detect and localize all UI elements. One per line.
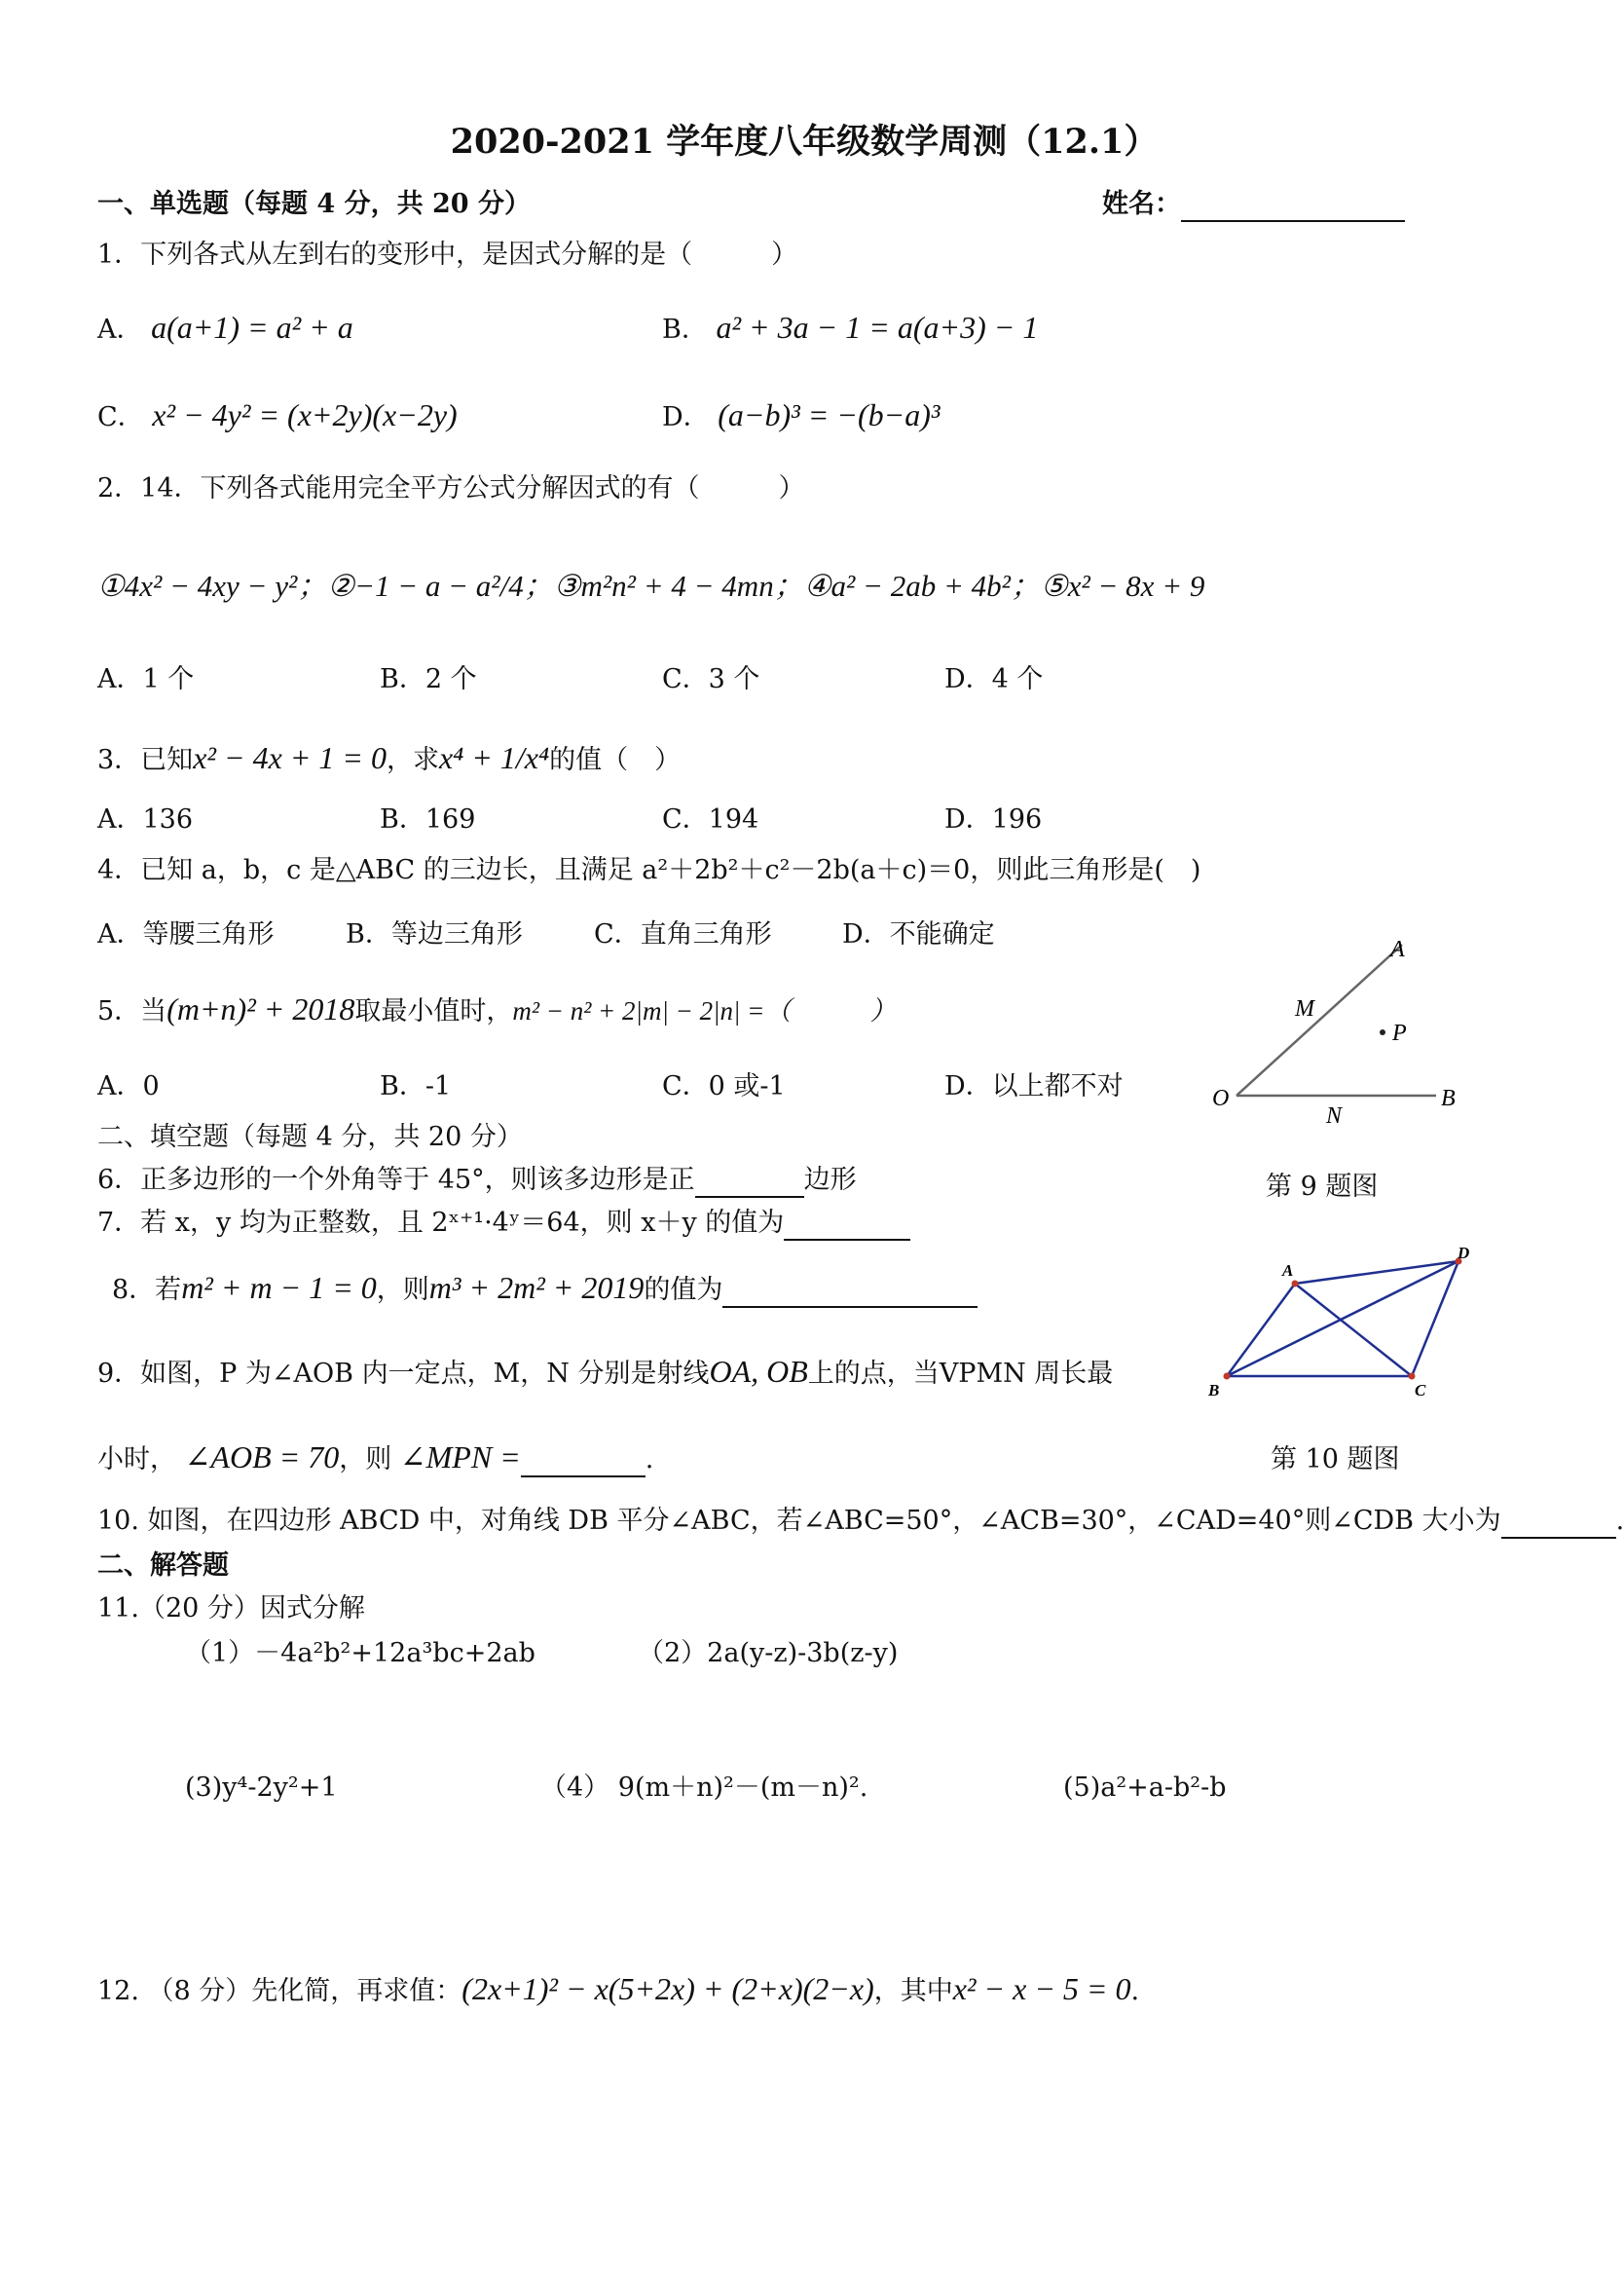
q5-expression: m² − n² + 2|m| − 2|n| =（ ） <box>512 996 897 1026</box>
q11-part-2: （2）2a(y-z)-3b(z-y) <box>638 1638 899 1668</box>
q1-b-expr: a² + 3a − 1 = a(a+3) − 1 <box>716 310 1039 345</box>
label-b: B <box>1208 1381 1220 1399</box>
q7-blank <box>784 1212 910 1241</box>
q5-stem-b: 取最小值时， <box>354 996 513 1026</box>
q9-text-c: 小时， <box>97 1444 176 1474</box>
name-label-text: 姓名： <box>1102 189 1181 219</box>
q3-equation: x² − 4x + 1 = 0 <box>193 740 387 775</box>
ray-oa <box>1236 945 1402 1096</box>
q12-condition: x² − x − 5 = 0 <box>952 1971 1131 2006</box>
q5-option-c: C．0 或-1 <box>662 1071 786 1101</box>
q9-rays: OA, OB <box>709 1354 808 1389</box>
section-fill-blank: 二、填空题（每题 4 分，共 20 分） <box>97 1122 523 1152</box>
q3-stem-a: 3．已知 <box>97 745 194 775</box>
q5-stem <box>97 991 896 1029</box>
q1-a-label: A． <box>97 315 143 345</box>
q1-stem: 1．下列各式从左到右的变形中，是因式分解的是（ ） <box>97 240 798 270</box>
q2-items: ①4x² − 4xy − y²；②−1 − a − a²/4；③m²n² + 4 − 4mn；④a² − 2ab + 4b²；⑤x² − 8x + 9 <box>97 569 1205 603</box>
q10-blank <box>1501 1510 1616 1539</box>
q1-c-label: C． <box>97 402 144 432</box>
figure-10-caption: 第 10 题图 <box>1271 1444 1400 1474</box>
q12 <box>97 1971 1139 2009</box>
label-p: P <box>1392 1021 1407 1046</box>
q4-option-a: A．等腰三角形 <box>97 919 275 950</box>
q10 <box>97 1504 1624 1539</box>
q9-text-a: 9．如图，P 为∠AOB 内一定点，M，N 分别是射线 <box>97 1359 710 1389</box>
q12-text-b: ，其中 <box>873 1976 953 2006</box>
q9-text-e: . <box>645 1444 654 1474</box>
q6-blank <box>695 1169 804 1198</box>
figure-9 <box>1198 930 1480 1129</box>
q4-stem: 4．已知 a，b，c 是△ABC 的三边长，且满足 a²＋2b²＋c²－2b(a＋c)＝0，则此三角形是( ) <box>97 855 1201 885</box>
q5-option-d: D．以上都不对 <box>944 1071 1124 1101</box>
q3-expression: x⁴ + 1/x⁴ <box>438 740 550 775</box>
q12-text-c: . <box>1130 1976 1140 2006</box>
q8-blank <box>722 1277 978 1308</box>
diagonal-ac <box>1295 1284 1412 1376</box>
q10-text-b: . <box>1615 1506 1624 1536</box>
side-dc <box>1412 1261 1458 1376</box>
q9-line2 <box>97 1439 653 1477</box>
label-d: D <box>1458 1244 1470 1262</box>
section-solve: 二、解答题 <box>97 1550 229 1581</box>
q1-b-label: B． <box>662 315 708 345</box>
q5-option-a: A．0 <box>97 1071 160 1101</box>
q3-stem <box>97 740 681 778</box>
q4-option-c: C．直角三角形 <box>594 919 772 950</box>
figure-10-shape <box>1227 1261 1458 1376</box>
q1-d-label: D． <box>662 402 710 432</box>
point-a <box>1292 1281 1299 1287</box>
q6-text-a: 6．正多边形的一个外角等于 45°，则该多边形是正 <box>97 1165 695 1195</box>
q3-stem-c: 的值（ ） <box>549 745 682 775</box>
label-a: A <box>1390 937 1405 962</box>
diagonal-bd <box>1227 1261 1458 1376</box>
figure-10 <box>1202 1245 1475 1400</box>
q1-d-expr: (a−b)³ = −(b−a)³ <box>718 397 941 432</box>
q1-a-expr: a(a+1) = a² + a <box>151 310 353 345</box>
q1-option-c <box>97 397 458 435</box>
q8 <box>112 1270 978 1308</box>
q9-text-b: 上的点，当VPMN 周长最 <box>807 1359 1114 1389</box>
q8-text-c: 的值为 <box>644 1275 723 1305</box>
q9-text-d: ，则 <box>339 1444 392 1474</box>
label-b: B <box>1441 1086 1456 1111</box>
q11-part-1: （1）－4a²b²+12a³bc+2ab <box>185 1638 535 1668</box>
label-m: M <box>1295 996 1314 1022</box>
q1-option-a <box>97 310 353 348</box>
q12-expression: (2x+1)² − x(5+2x) + (2+x)(2−x) <box>461 1971 874 2006</box>
label-n: N <box>1326 1103 1343 1129</box>
q11-part-3: (3)y⁴-2y²+1 <box>185 1772 338 1803</box>
q2-option-d: D．4 个 <box>944 664 1044 694</box>
q3-option-d: D．196 <box>944 804 1043 835</box>
q8-equation: m² + m − 1 = 0 <box>181 1270 377 1305</box>
q3-option-b: B．169 <box>380 804 476 835</box>
q8-text-b: ，则 <box>376 1275 429 1305</box>
q5-condition: (m+n)² + 2018 <box>166 991 355 1026</box>
q10-text-a: 10. 如图，在四边形 ABCD 中，对角线 DB 平分∠ABC，若∠ABC=50°，∠ACB=30°，∠CAD=40°则∠CDB 大小为 <box>97 1506 1501 1536</box>
q9-angle: ∠AOB = 70 <box>184 1439 340 1474</box>
q6 <box>97 1163 857 1198</box>
q1-option-d <box>662 397 940 435</box>
q9-ask: ∠MPN = <box>399 1439 521 1474</box>
point-b <box>1224 1373 1231 1380</box>
q9-line1 <box>97 1354 1113 1392</box>
q2-option-b: B．2 个 <box>380 664 477 694</box>
q8-expression: m³ + 2m² + 2019 <box>428 1270 645 1305</box>
q3-option-a: A．136 <box>97 804 194 835</box>
side-ba <box>1227 1284 1295 1376</box>
label-a: A <box>1282 1261 1294 1280</box>
q4-option-b: B．等边三角形 <box>346 919 523 950</box>
q5-option-b: B．-1 <box>380 1071 452 1101</box>
q9-blank <box>521 1448 646 1477</box>
name-label <box>1102 187 1405 222</box>
q11-stem: 11.（20 分）因式分解 <box>97 1593 365 1623</box>
figure-9-caption: 第 9 题图 <box>1266 1172 1379 1202</box>
q1-c-expr: x² − 4y² = (x+2y)(x−2y) <box>152 397 458 432</box>
q5-stem-a: 5．当 <box>97 996 167 1026</box>
page-title: 2020-2021 学年度八年级数学周测（12.1） <box>450 122 1159 162</box>
name-blank <box>1181 191 1405 222</box>
q7 <box>97 1206 910 1241</box>
point-c <box>1409 1373 1416 1380</box>
section-single-choice: 一、单选题（每题 4 分，共 20 分） <box>97 189 531 219</box>
q4-option-d: D．不能确定 <box>842 919 995 950</box>
q3-stem-b: ，求 <box>386 745 439 775</box>
q2-option-a: A．1 个 <box>97 664 195 694</box>
label-o: O <box>1212 1086 1230 1111</box>
q7-text-a: 7．若 x，y 均为正整数，且 2ˣ⁺¹·4ʸ＝64，则 x＋y 的值为 <box>97 1208 785 1238</box>
q1-option-b <box>662 310 1038 348</box>
q11-part-4: （4） 9(m＋n)²－(m－n)². <box>540 1772 868 1803</box>
q2-option-c: C．3 个 <box>662 664 760 694</box>
label-c: C <box>1415 1381 1426 1399</box>
q3-option-c: C．194 <box>662 804 759 835</box>
q2-stem: 2．14．下列各式能用完全平方公式分解因式的有（ ） <box>97 473 805 504</box>
q12-text-a: 12. （8 分）先化简，再求值： <box>97 1976 462 2006</box>
q11-part-5: (5)a²+a-b²-b <box>1063 1772 1227 1803</box>
q8-text-a: 8．若 <box>112 1275 182 1305</box>
q6-text-b: 边形 <box>803 1165 857 1195</box>
point-p <box>1380 1029 1385 1035</box>
